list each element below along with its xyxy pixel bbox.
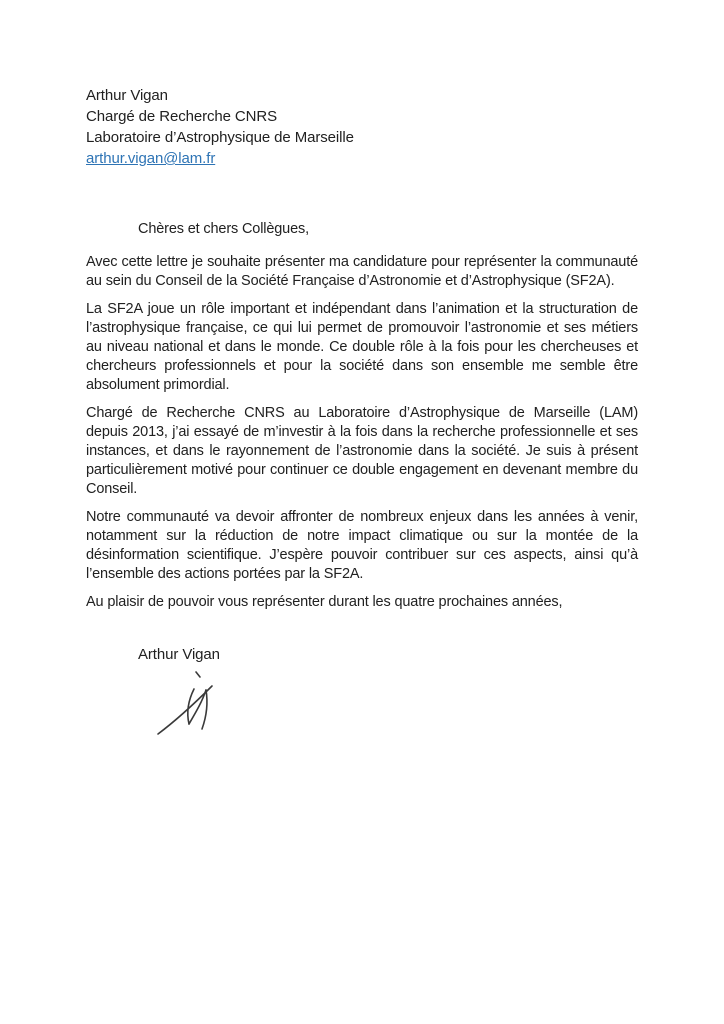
sender-role: Chargé de Recherche CNRS <box>86 108 278 125</box>
letter-body <box>86 253 638 612</box>
email-link[interactable]: arthur.vigan@lam.fr <box>86 150 216 167</box>
paragraph-career: Chargé de Recherche CNRS au Laboratoire d’Astrophysique de Marseille (LAM) depuis 2013, j’ai essayé de m’investir à la fois dans la recherche professionnelle et ses instances, et dans le rayonnement de l’astronomie dans la société. Je suis à présent particulièrement motivé pour continuer ce double engagement en devenant membre du Conseil. <box>86 405 638 497</box>
paragraph-sf2a-role: La SF2A joue un rôle important et indépendant dans l’animation et la structuration de l’astrophysique française, ce qui lui permet de promouvoir l’astronomie et ses métiers au niveau national et dans le monde. Ce double rôle à la fois pour les chercheuses et chercheurs professionnels et pour la société dans son ensemble me semble être absolument primordial. <box>86 301 638 393</box>
salutation: Chères et chers Collègues, <box>138 221 309 237</box>
paragraph-closing-line: Au plaisir de pouvoir vous représenter durant les quatre prochaines années, <box>86 594 563 610</box>
handwritten-signature-icon <box>150 662 240 737</box>
paragraph-candidature: Avec cette lettre je souhaite présenter ma candidature pour représenter la communauté au sein du Conseil de la Société Française d’Astronomie et d’Astrophysique (SF2A). <box>86 254 638 289</box>
closing-name: Arthur Vigan <box>138 646 220 663</box>
sender-affiliation: Laboratoire d’Astrophysique de Marseille <box>86 129 354 146</box>
sender-block <box>86 85 638 169</box>
paragraph-enjeux: Notre communauté va devoir affronter de nombreux enjeux dans les années à venir, notamment sur la réduction de notre impact climatique ou sur la montée de la désinformation scientifique. J’espère pouvoir contribuer sur ces aspects, ainsi qu’à l’ensemble des actions portées par la SF2A. <box>86 509 638 582</box>
sender-name: Arthur Vigan <box>86 87 168 104</box>
